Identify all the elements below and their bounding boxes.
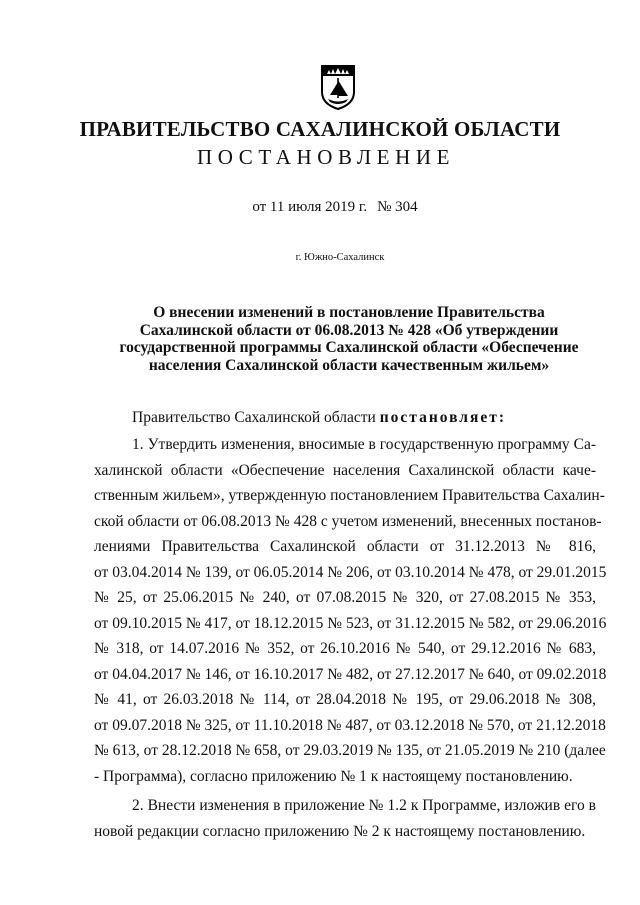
paragraph-line: новой редакции согласно приложению № 2 к настоящему постановлению. xyxy=(94,822,586,840)
paragraph-1 xyxy=(94,432,607,789)
document-subject xyxy=(118,304,580,374)
preamble xyxy=(132,409,506,427)
paragraph-line: от 09.07.2018 № 325, от 11.10.2018 № 487, от 03.12.2018 № 570, от 21.12.2018 xyxy=(94,716,606,734)
paragraph-line: от 09.10.2015 № 417, от 18.12.2015 № 523, от 31.12.2015 № 582, от 29.06.2016 xyxy=(94,614,607,632)
subject-line: О внесении изменений в постановление Правительства xyxy=(153,304,545,321)
paragraph-line: ской области от 06.08.2013 № 428 с учетом изменений, внесенных постанов- xyxy=(94,512,602,530)
paragraph-line: № 25, от 25.06.2015 № 240, от 07.08.2015 № 320, от 27.08.2015 № 353, xyxy=(94,589,596,606)
paragraph-2 xyxy=(94,793,596,844)
coat-of-arms-icon xyxy=(319,62,357,110)
document-date-number xyxy=(0,199,640,216)
preamble-text: Правительство Сахалинской области xyxy=(132,409,380,426)
document-number: № 304 xyxy=(377,199,418,215)
document-date: от 11 июля 2019 г. xyxy=(252,199,368,215)
paragraph-line: № 613, от 28.12.2018 № 658, от 29.03.2019 № 135, от 21.05.2019 № 210 (далее xyxy=(94,742,606,759)
subject-line: населения Сахалинской области качественным жильем» xyxy=(148,356,550,374)
subject-line: государственной программы Сахалинской области «Обеспечение xyxy=(119,339,579,356)
paragraph-line: 2. Внести изменения в приложение № 1.2 к Программе, изложив его в xyxy=(132,797,596,814)
paragraph-line: от 04.04.2017 № 146, от 16.10.2017 № 482, от 27.12.2017 № 640, от 09.02.2018 xyxy=(94,665,607,683)
document-city: г. Южно-Сахалинск xyxy=(295,252,385,263)
paragraph-line: - Программа), согласно приложению № 1 к настоящему постановлению. xyxy=(94,767,573,785)
paragraph-line: лениями Правительства Сахалинской области от 31.12.2013 № 816, xyxy=(94,538,596,555)
paragraph-line: от 03.04.2014 № 139, от 06.05.2014 № 206, от 03.10.2014 № 478, от 29.01.2015 xyxy=(94,563,607,581)
subject-line: Сахалинской области от 06.08.2013 № 428 «Об утверждении xyxy=(139,321,559,339)
paragraph-line: 1. Утвердить изменения, вносимые в государственную программу Са- xyxy=(132,436,596,453)
document-kind: ПОСТАНОВЛЕНИЕ xyxy=(196,145,456,169)
paragraph-line: халинской области «Обеспечение населения Сахалинской области каче- xyxy=(94,461,596,479)
paragraph-line: № 41, от 26.03.2018 № 114, от 28.04.2018 № 195, от 29.06.2018 № 308, xyxy=(94,691,596,708)
paragraph-line: № 318, от 14.07.2016 № 352, от 26.10.2016 № 540, от 29.12.2016 № 683, xyxy=(94,640,596,657)
government-title: ПРАВИТЕЛЬСТВО САХАЛИНСКОЙ ОБЛАСТИ xyxy=(79,117,561,141)
paragraph-line: ственным жильем», утвержденную постановлением Правительства Сахалин- xyxy=(94,487,605,504)
preamble-emphasis: постановляет: xyxy=(379,409,507,426)
